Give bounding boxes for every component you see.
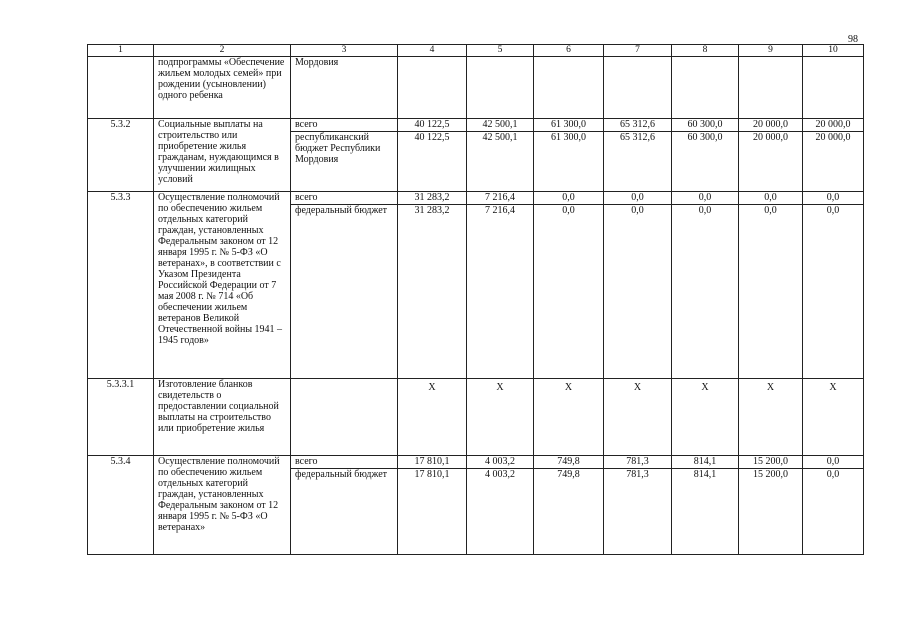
value-cell [534, 456, 604, 555]
row-source [291, 57, 398, 119]
value-total: 42 500,1 [467, 119, 533, 132]
x-mark: Х [766, 382, 775, 393]
source-name: республиканский бюджет Республики Мордовия [295, 132, 381, 165]
value-source: 65 312,6 [620, 132, 655, 143]
description-text: подпрограммы «Обеспечение жильем молодых семей» при рождении (усыновлении) одного ребенка [158, 57, 285, 101]
row-description [154, 379, 291, 456]
value-cell [604, 379, 672, 456]
value-source: 0,0 [631, 205, 644, 216]
x-mark: Х [428, 382, 436, 393]
value-cell [398, 379, 467, 456]
value-total: 0,0 [672, 192, 738, 205]
value-source: 4 003,2 [485, 469, 515, 480]
row-description [154, 456, 291, 555]
value-source: 20 000,0 [753, 132, 788, 143]
value-total: 60 300,0 [672, 119, 738, 132]
row-code: 5.3.3.1 [88, 379, 154, 456]
source-name: федеральный бюджет [295, 205, 388, 216]
value-total: 65 312,6 [604, 119, 671, 132]
value-total: 17 810,1 [398, 456, 466, 469]
value-cell [604, 57, 672, 119]
source-total: всего [291, 119, 397, 132]
table-row [88, 57, 864, 119]
value-cell [467, 379, 534, 456]
value-cell [534, 57, 604, 119]
row-code: 5.3.2 [88, 119, 154, 192]
value-source: 7 216,4 [485, 205, 515, 216]
value-total: 0,0 [803, 192, 863, 205]
source-name: федеральный бюджет [295, 469, 388, 480]
value-total: 40 122,5 [398, 119, 466, 132]
value-cell [398, 119, 467, 192]
header-cell: 10 [803, 45, 864, 57]
header-cell: 4 [398, 45, 467, 57]
value-source: 61 300,0 [551, 132, 586, 143]
description-text: Изготовление бланков свидетельств о предоставлении социальной выплаты на строительство или приобретение жилья [158, 379, 279, 434]
description-text: Осуществление полномочий по обеспечению жильем отдельных категорий граждан, установленных Федеральным законом от 12 января 1995 г. № 5-ФЗ «О ветеранах», в соответствии с Указом Президента Российской Федерации от 7 мая 2008 г. № 714 «Об обеспечении жильем ветеранов Великой Отечественной войны 1941 – 1945 годов» [158, 192, 283, 346]
row-code: 5.3.3 [88, 192, 154, 379]
value-cell [467, 119, 534, 192]
value-total: 781,3 [604, 456, 671, 469]
header-cell: 2 [154, 45, 291, 57]
value-total: 0,0 [604, 192, 671, 205]
value-cell [467, 57, 534, 119]
value-source: 60 300,0 [687, 132, 723, 143]
row-source [291, 119, 398, 192]
value-cell [803, 119, 864, 192]
value-cell [534, 379, 604, 456]
value-cell [672, 456, 739, 555]
value-cell [398, 192, 467, 379]
table-row [88, 192, 864, 379]
value-cell [672, 57, 739, 119]
funding-table [87, 44, 864, 555]
value-cell [803, 379, 864, 456]
page-number: 98 [848, 34, 858, 45]
header-row [88, 45, 864, 57]
value-total: 0,0 [534, 192, 603, 205]
row-code: 5.3.4 [88, 456, 154, 555]
source-total: всего [291, 192, 397, 205]
header-cell: 9 [739, 45, 803, 57]
value-total: 20 000,0 [803, 119, 863, 132]
value-source: 0,0 [826, 205, 840, 216]
value-source: 17 810,1 [414, 469, 450, 480]
value-cell [534, 119, 604, 192]
table-row [88, 456, 864, 555]
value-cell [604, 456, 672, 555]
value-cell [803, 192, 864, 379]
value-cell [739, 119, 803, 192]
value-source: 20 000,0 [815, 132, 851, 143]
row-description [154, 57, 291, 119]
description-text: Социальные выплаты на строительство или приобретение жилья гражданам, нуждающимся в улучшении жилищных условий [158, 119, 279, 185]
row-code [88, 57, 154, 119]
value-cell [739, 192, 803, 379]
value-source: 814,1 [693, 469, 717, 480]
value-total: 20 000,0 [739, 119, 802, 132]
value-source: 40 122,5 [414, 132, 450, 143]
value-source: 0,0 [764, 205, 777, 216]
table-row [88, 119, 864, 192]
value-total: 4 003,2 [467, 456, 533, 469]
value-source: 0,0 [826, 469, 840, 480]
value-total: 31 283,2 [398, 192, 466, 205]
value-source: 0,0 [698, 205, 712, 216]
x-mark: Х [829, 382, 837, 393]
value-cell [672, 119, 739, 192]
value-source: 0,0 [562, 205, 575, 216]
row-source [291, 192, 398, 379]
source-name: Мордовия [295, 57, 339, 68]
x-mark: Х [633, 382, 642, 393]
value-total: 749,8 [534, 456, 603, 469]
row-source [291, 456, 398, 555]
value-cell [672, 192, 739, 379]
value-cell [398, 456, 467, 555]
value-source: 749,8 [557, 469, 580, 480]
value-source: 15 200,0 [753, 469, 788, 480]
description-text: Осуществление полномочий по обеспечению жильем отдельных категорий граждан, установленных Федеральным законом от 12 января 1995 г. № 5-ФЗ «О ветеранах» [158, 456, 280, 533]
value-total: 814,1 [672, 456, 738, 469]
header-cell: 6 [534, 45, 604, 57]
value-cell [803, 456, 864, 555]
header-cell: 7 [604, 45, 672, 57]
header-cell: 3 [291, 45, 398, 57]
header-cell: 5 [467, 45, 534, 57]
value-cell [672, 379, 739, 456]
header-cell: 8 [672, 45, 739, 57]
row-description [154, 119, 291, 192]
value-source: 31 283,2 [414, 205, 450, 216]
header-cell: 1 [88, 45, 154, 57]
x-mark: Х [701, 382, 709, 393]
value-cell [467, 192, 534, 379]
value-total: 7 216,4 [467, 192, 533, 205]
table-row [88, 379, 864, 456]
value-source: 42 500,1 [482, 132, 518, 143]
value-cell [739, 456, 803, 555]
source-total: всего [291, 456, 397, 469]
x-mark: Х [496, 382, 504, 393]
value-cell [604, 119, 672, 192]
value-total: 0,0 [739, 192, 802, 205]
row-source [291, 379, 398, 456]
value-cell [739, 379, 803, 456]
x-mark: Х [564, 382, 573, 393]
value-cell [604, 192, 672, 379]
value-total: 0,0 [803, 456, 863, 469]
value-cell [803, 57, 864, 119]
value-cell [467, 456, 534, 555]
row-description [154, 192, 291, 379]
value-total: 15 200,0 [739, 456, 802, 469]
value-cell [739, 57, 803, 119]
value-cell [534, 192, 604, 379]
value-total: 61 300,0 [534, 119, 603, 132]
value-cell [398, 57, 467, 119]
value-source: 781,3 [626, 469, 649, 480]
